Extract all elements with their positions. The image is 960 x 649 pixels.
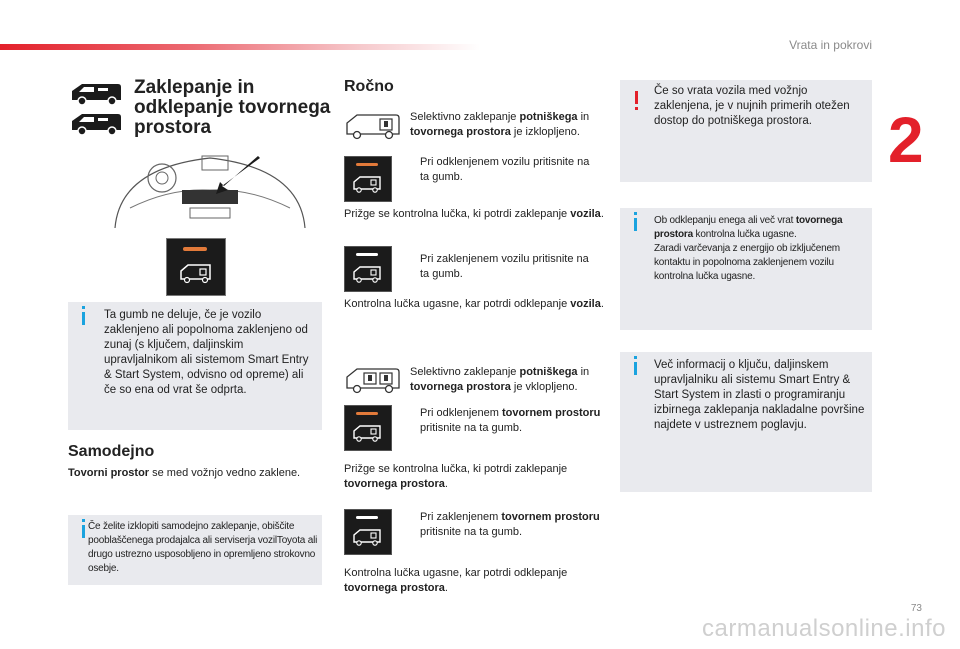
step-text: Pri zaklenjenem tovornem prostoru pritisnite na ta gumb.	[420, 511, 600, 538]
van-lock-icon	[352, 263, 382, 285]
warning-icon	[635, 91, 638, 104]
result-text: Prižge se kontrolna lučka, ki potrdi zaklepanje tovornega prostora.	[344, 463, 568, 490]
dashboard-illustration	[110, 148, 310, 238]
header-accent-bar	[0, 44, 480, 50]
info-icon	[634, 212, 637, 215]
info-icon	[82, 519, 85, 522]
chapter-number: 2	[888, 104, 924, 176]
van-lock-icon	[352, 422, 382, 444]
indicator-led-off	[356, 253, 378, 256]
section-title: Vrata in pokrovi	[789, 38, 872, 52]
result-text: Kontrolna lučka ugasne, kar potrdi odklepanje vozila.	[344, 298, 604, 310]
van-icon	[68, 110, 124, 136]
watermark: carmanualsonline.info	[702, 615, 946, 642]
step-text: Pri odklenjenem vozilu pritisnite na ta gumb.	[420, 156, 590, 183]
info-text: Več informacij o ključu, daljinskem upravljalniku ali sistemu Smart Entry & Start System in zlasti o programiranju izbirnega zaklepanja nakladalne površine najdete v ustreznem poglavju.	[654, 359, 865, 431]
step-text: Pri zaklenjenem vozilu pritisnite na ta gumb.	[420, 253, 589, 280]
info-text: Če želite izklopiti samodejno zaklepanje, obiščite pooblaščenega prodajalca ali serviserja vozilToyota ali drugo ustrezno usposobljeno in opremljeno strokovno osebje.	[88, 521, 318, 574]
lock-button[interactable]	[344, 156, 392, 202]
section-heading-manual: Ročno	[344, 78, 394, 95]
info-note	[620, 208, 872, 330]
info-text: Ob odklepanju enega ali več vrat tovornega prostora kontrolna lučka ugasne. Zaradi varčevanja z energijo ob izključenem kontaktu in popolnoma zaklenjenem vozilu kontrolna lučka ugasne.	[654, 215, 843, 282]
result-text: Kontrolna lučka ugasne, kar potrdi odklepanje tovornega prostora.	[344, 567, 568, 594]
result-text: Prižge se kontrolna lučka, ki potrdi zaklepanje vozila.	[344, 208, 604, 220]
cargo-unlock-button[interactable]	[344, 509, 392, 555]
indicator-led	[356, 412, 378, 415]
van-lock-icon	[352, 526, 382, 548]
info-note	[620, 352, 872, 492]
warning-text: Če so vrata vozila med vožnjo zaklenjena, je v nujnih primerih otežen dostop do potniškega prostora.	[654, 85, 850, 127]
van-icon	[68, 80, 124, 106]
page-title: Zaklepanje in odklepanje tovornega prostora	[134, 77, 331, 138]
section-heading-auto: Samodejno	[68, 443, 155, 460]
indicator-led	[183, 247, 207, 251]
info-note	[68, 302, 322, 430]
info-icon	[634, 356, 637, 359]
info-text: Ta gumb ne deluje, če je vozilo zaklenjeno ali popolnoma zaklenjeno od zunaj (s ključem, daljinskim upravljalnikom ali sistemom Smart Entry & Start System, odvisno od opreme) ali če so ena od vrat še odprta.	[104, 309, 309, 396]
indicator-led-off	[356, 516, 378, 519]
indicator-led	[356, 163, 378, 166]
van-lock-icon	[344, 364, 402, 394]
step-text: Pri odklenjenem tovornem prostoru pritisnite na ta gumb.	[420, 407, 601, 434]
unlock-button[interactable]	[344, 246, 392, 292]
cargo-lock-button[interactable]	[344, 405, 392, 451]
button-panel-icon	[166, 238, 226, 296]
info-icon	[82, 306, 85, 309]
van-lock-icon	[179, 261, 213, 285]
auto-text: Tovorni prostor se med vožnjo vedno zaklene.	[68, 467, 301, 479]
page-number: 73	[910, 603, 922, 614]
selective-on-text: Selektivno zaklepanje potniškega in tovornega prostora je vklopljeno.	[410, 366, 590, 393]
van-lock-icon	[344, 110, 402, 140]
van-lock-icon	[352, 173, 382, 195]
info-note	[68, 515, 322, 585]
selective-off-text: Selektivno zaklepanje potniškega in tovornega prostora je izklopljeno.	[410, 111, 590, 138]
warning-note	[620, 80, 872, 182]
